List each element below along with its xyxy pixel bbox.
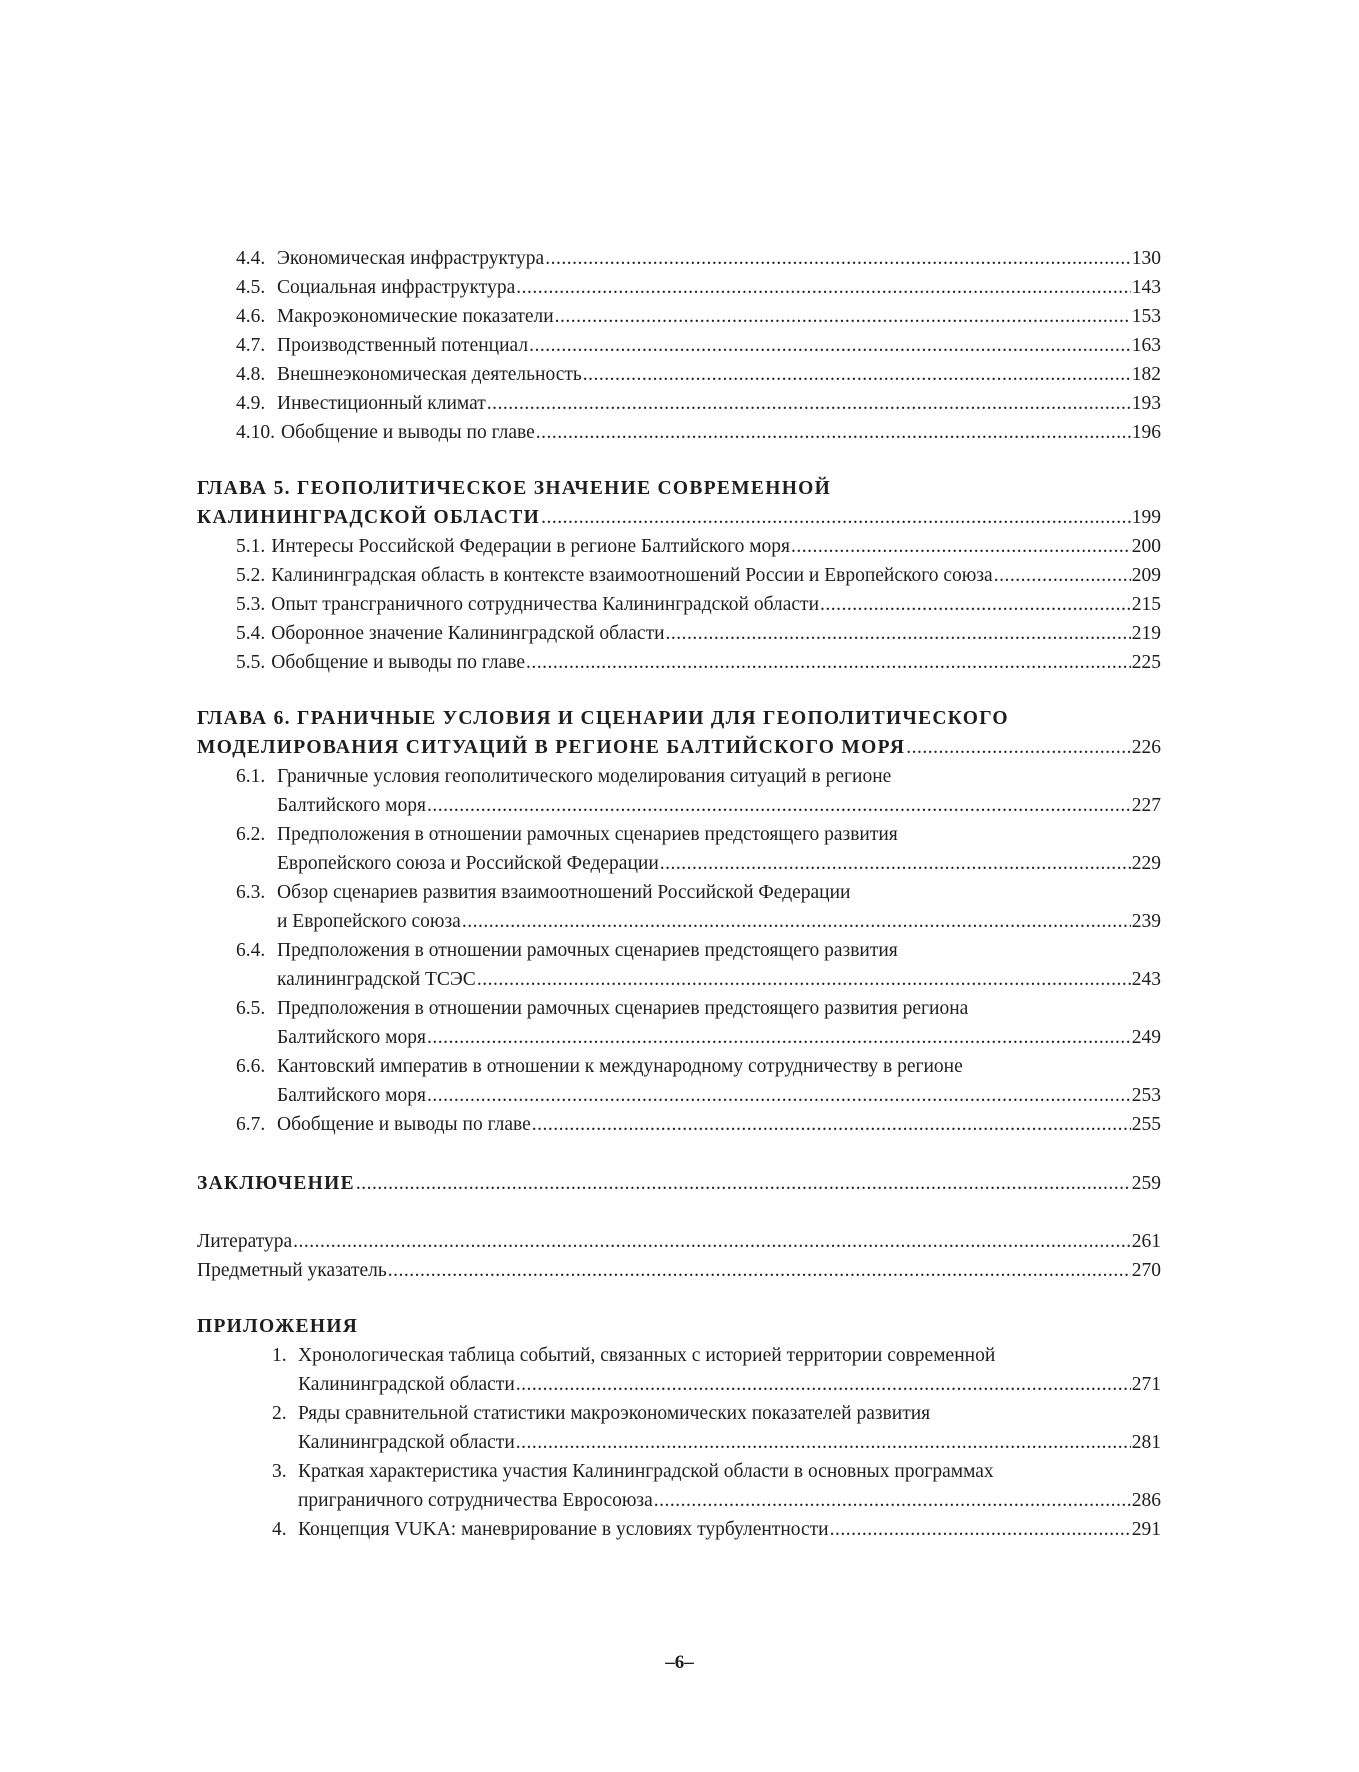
dot-leader: [516, 1370, 1131, 1399]
entry-number: 4.9.: [236, 393, 266, 414]
dot-leader: [516, 1428, 1131, 1457]
entry-title: Производственный потенциал: [277, 335, 529, 356]
toc-entry-appendix-3[interactable]: [197, 1457, 1161, 1515]
entry-number: 5.5.: [236, 652, 266, 673]
entry-page: 200: [1131, 536, 1161, 557]
entry-title: Литература: [197, 1231, 293, 1252]
entry-number: 6.1.: [236, 766, 266, 787]
entry-number: 6.6.: [236, 1056, 266, 1077]
entry-number: 6.5.: [236, 998, 266, 1019]
entry-number: 4.6.: [236, 306, 266, 327]
dot-leader: [293, 1227, 1131, 1256]
entry-page: 291: [1131, 1519, 1161, 1540]
toc-entry-appendix-1[interactable]: [197, 1341, 1161, 1399]
toc-entry-4-5[interactable]: [197, 273, 1161, 302]
entry-title-line-2: приграничного сотрудничества Евросоюза: [298, 1490, 653, 1511]
dot-leader: [427, 791, 1131, 820]
dot-leader: [427, 1023, 1131, 1052]
dot-leader: [791, 532, 1131, 561]
entry-page: 259: [1131, 1173, 1161, 1194]
entry-title: Экономическая инфраструктура: [277, 248, 545, 269]
dot-leader: [532, 1110, 1131, 1139]
entry-title-line-1: Ряды сравнительной статистики макроэкономических показателей развития: [298, 1403, 931, 1424]
entry-page: 253: [1131, 1085, 1161, 1106]
entry-page: 270: [1131, 1260, 1161, 1281]
entry-number: 6.2.: [236, 824, 266, 845]
entry-title: Обобщение и выводы по главе: [277, 1114, 531, 1135]
entry-title: Макроэкономические показатели: [277, 306, 554, 327]
appendices-heading: ПРИЛОЖЕНИЯ: [197, 1316, 359, 1337]
entry-number: 5.1.: [236, 536, 266, 557]
dot-leader: [541, 503, 1131, 532]
entry-title: Калининградская область в контексте взаимоотношений России и Европейского союза: [271, 565, 993, 586]
toc-entry-5-2[interactable]: [197, 561, 1161, 590]
toc-entry-index[interactable]: [197, 1256, 1161, 1285]
entry-page: 182: [1131, 364, 1161, 385]
chapter-title-line-2: МОДЕЛИРОВАНИЯ СИТУАЦИЙ В РЕГИОНЕ БАЛТИЙСКОГО МОРЯ: [197, 737, 906, 758]
toc-entry-6-2[interactable]: [197, 820, 1161, 878]
toc-entry-6-5[interactable]: [197, 994, 1161, 1052]
entry-page: 227: [1131, 795, 1161, 816]
entry-title-line-2: Европейского союза и Российской Федерации: [277, 853, 659, 874]
entry-page: 215: [1131, 594, 1161, 615]
entry-page: 209: [1131, 565, 1161, 586]
dot-leader: [830, 1515, 1131, 1544]
entry-title-line-2: и Европейского союза: [277, 911, 461, 932]
entry-page: 225: [1131, 652, 1161, 673]
entry-title-line-2: Балтийского моря: [277, 795, 426, 816]
dot-leader: [545, 244, 1131, 273]
dot-leader: [388, 1256, 1131, 1285]
toc-entry-6-7[interactable]: [197, 1110, 1161, 1139]
chapter-title-line-1: ГЛАВА 6. ГРАНИЧНЫЕ УСЛОВИЯ И СЦЕНАРИИ ДЛЯ ГЕОПОЛИТИЧЕСКОГО: [197, 708, 1009, 729]
entry-page: 249: [1131, 1027, 1161, 1048]
dot-leader: [536, 418, 1131, 447]
dot-leader: [654, 1486, 1131, 1515]
entry-title: Инвестиционный климат: [277, 393, 486, 414]
dot-leader: [526, 648, 1131, 677]
entry-title-line-1: Предположения в отношении рамочных сценариев предстоящего развития региона: [277, 998, 969, 1019]
entry-page: 199: [1131, 507, 1161, 528]
entry-title-line-1: Краткая характеристика участия Калининградской области в основных программах: [298, 1461, 994, 1482]
entry-page: 271: [1131, 1374, 1161, 1395]
entry-title-line-1: Граничные условия геополитического моделирования ситуаций в регионе: [277, 766, 892, 787]
entry-page: 196: [1131, 422, 1161, 443]
entry-number: 4.8.: [236, 364, 266, 385]
entry-number: 2.: [272, 1403, 287, 1424]
toc-entry-6-4[interactable]: [197, 936, 1161, 994]
chapter-title-line-2: КАЛИНИНГРАДСКОЙ ОБЛАСТИ: [197, 507, 541, 528]
toc-entry-4-6[interactable]: [197, 302, 1161, 331]
entry-title: Обобщение и выводы по главе: [271, 652, 525, 673]
dot-leader: [427, 1081, 1131, 1110]
dot-leader: [583, 360, 1131, 389]
toc-entry-6-1[interactable]: [197, 762, 1161, 820]
entry-number: 5.2.: [236, 565, 266, 586]
toc-entry-5-5[interactable]: [197, 648, 1161, 677]
dot-leader: [462, 907, 1131, 936]
entry-number: 3.: [272, 1461, 287, 1482]
toc-entry-5-1[interactable]: [197, 532, 1161, 561]
entry-title: Внешнеэкономическая деятельность: [277, 364, 582, 385]
entry-number: 4.10.: [236, 422, 275, 443]
toc-entry-5-3[interactable]: [197, 590, 1161, 619]
entry-number: 1.: [272, 1345, 287, 1366]
entry-number: 5.3.: [236, 594, 266, 615]
entry-title: Интересы Российской Федерации в регионе Балтийского моря: [271, 536, 791, 557]
toc-entry-literature[interactable]: [197, 1227, 1161, 1256]
entry-title-line-1: Предположения в отношении рамочных сценариев предстоящего развития: [277, 940, 898, 961]
dot-leader: [477, 965, 1131, 994]
entry-title-line-2: Калининградской области: [298, 1374, 515, 1395]
dot-leader: [820, 590, 1131, 619]
entry-number: 5.4.: [236, 623, 266, 644]
entry-page: 153: [1131, 306, 1161, 327]
entry-page: 193: [1131, 393, 1161, 414]
entry-title: Оборонное значение Калининградской области: [271, 623, 665, 644]
entry-page: 130: [1131, 248, 1161, 269]
dot-leader: [906, 733, 1131, 762]
entry-page: 226: [1131, 737, 1161, 758]
entry-number: 6.7.: [236, 1114, 266, 1135]
toc-entry-5-4[interactable]: [197, 619, 1161, 648]
entry-page: 163: [1131, 335, 1161, 356]
entry-title: Опыт трансграничного сотрудничества Калининградской области: [271, 594, 820, 615]
toc-entry-6-6[interactable]: [197, 1052, 1161, 1110]
toc-entry-appendix-2[interactable]: [197, 1399, 1161, 1457]
entry-page: 261: [1131, 1231, 1161, 1252]
entry-title-line-2: Балтийского моря: [277, 1027, 426, 1048]
entry-number: 4.4.: [236, 248, 266, 269]
entry-page: 281: [1131, 1432, 1161, 1453]
appendices: [197, 1312, 1161, 1544]
dot-leader: [356, 1169, 1131, 1198]
entry-number: 4.7.: [236, 335, 266, 356]
entry-title-line-1: Обзор сценариев развития взаимоотношений Российской Федерации: [277, 882, 851, 903]
page-number: –6–: [665, 1652, 694, 1673]
entry-page: 219: [1131, 623, 1161, 644]
dot-leader: [660, 849, 1131, 878]
entry-page: 143: [1131, 277, 1161, 298]
toc-entry-4-7[interactable]: [197, 331, 1161, 360]
entry-number: 4.5.: [236, 277, 266, 298]
entry-title-line-1: Предположения в отношении рамочных сценариев предстоящего развития: [277, 824, 898, 845]
section-4-list: [197, 244, 1161, 447]
chapter-5-heading[interactable]: [197, 474, 1161, 532]
toc-entry-4-4[interactable]: [197, 244, 1161, 273]
chapter-5: [197, 474, 1161, 677]
entry-page: 286: [1131, 1490, 1161, 1511]
toc-entry-6-3[interactable]: [197, 878, 1161, 936]
toc-entry-conclusion[interactable]: [197, 1169, 1161, 1198]
dot-leader: [516, 273, 1131, 302]
entry-title-line-1: Кантовский императив в отношении к международному сотрудничеству в регионе: [277, 1056, 963, 1077]
toc-entry-4-10[interactable]: [197, 418, 1161, 447]
entry-number: 4.: [272, 1519, 287, 1540]
entry-title: ЗАКЛЮЧЕНИЕ: [197, 1173, 355, 1194]
entry-title-line-1: Хронологическая таблица событий, связанных с историей территории современной: [298, 1345, 996, 1366]
dot-leader: [487, 389, 1131, 418]
toc-entry-4-9[interactable]: [197, 389, 1161, 418]
entry-number: 6.3.: [236, 882, 266, 903]
chapter-title-line-1: ГЛАВА 5. ГЕОПОЛИТИЧЕСКОЕ ЗНАЧЕНИЕ СОВРЕМЕННОЙ: [197, 478, 832, 499]
table-of-contents: [197, 244, 1161, 1544]
chapter-6: [197, 704, 1161, 1139]
entry-title-line-2: Балтийского моря: [277, 1085, 426, 1106]
dot-leader: [994, 561, 1131, 590]
dot-leader: [529, 331, 1131, 360]
dot-leader: [555, 302, 1131, 331]
entry-title: Предметный указатель: [197, 1260, 387, 1281]
entry-number: 6.4.: [236, 940, 266, 961]
entry-title-line-2: Калининградской области: [298, 1432, 515, 1453]
entry-title-line-2: калининградской ТСЭС: [277, 969, 476, 990]
dot-leader: [666, 619, 1131, 648]
entry-title: Социальная инфраструктура: [277, 277, 516, 298]
entry-title: Обобщение и выводы по главе: [281, 422, 535, 443]
toc-entry-appendix-4[interactable]: [197, 1515, 1161, 1544]
entry-page: 229: [1131, 853, 1161, 874]
entry-page: 255: [1131, 1114, 1161, 1135]
entry-page: 243: [1131, 969, 1161, 990]
entry-page: 239: [1131, 911, 1161, 932]
entry-title: Концепция VUKA: маневрирование в условиях турбулентности: [298, 1519, 829, 1540]
chapter-6-heading[interactable]: [197, 704, 1161, 762]
toc-entry-4-8[interactable]: [197, 360, 1161, 389]
